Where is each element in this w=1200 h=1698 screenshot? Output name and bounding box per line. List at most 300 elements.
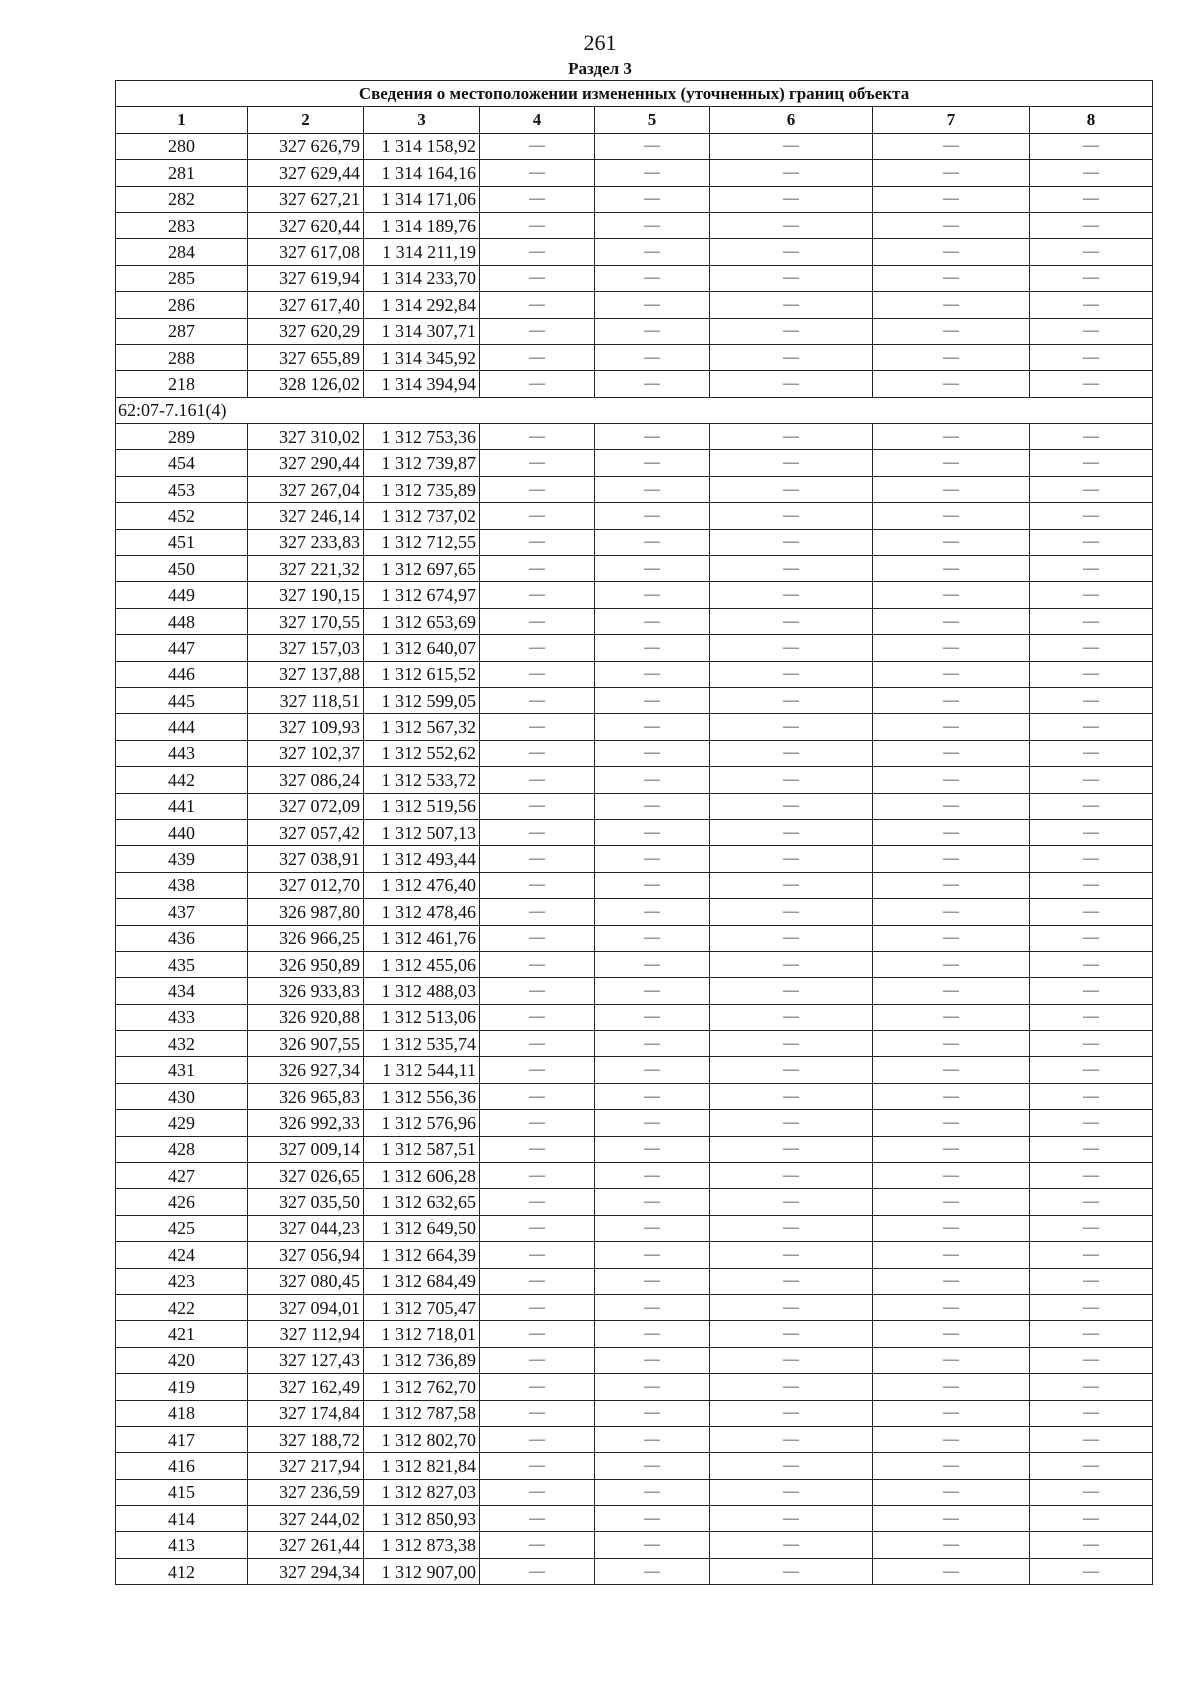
x-coordinate-cell: 326 966,25 bbox=[248, 925, 364, 951]
y-coordinate-cell: 1 314 211,19 bbox=[364, 239, 480, 265]
empty-value-cell: — bbox=[710, 344, 873, 370]
empty-value-cell: — bbox=[480, 1031, 595, 1057]
y-coordinate-cell: 1 312 478,46 bbox=[364, 899, 480, 925]
table-row bbox=[116, 582, 1153, 608]
point-number-cell: 431 bbox=[116, 1057, 248, 1083]
empty-value-cell: — bbox=[595, 529, 710, 555]
x-coordinate-cell: 327 157,03 bbox=[248, 635, 364, 661]
empty-value-cell: — bbox=[595, 740, 710, 766]
table-row bbox=[116, 1004, 1153, 1030]
empty-value-cell: — bbox=[710, 1004, 873, 1030]
empty-value-cell: — bbox=[595, 450, 710, 476]
x-coordinate-cell: 327 127,43 bbox=[248, 1347, 364, 1373]
empty-value-cell: — bbox=[873, 978, 1030, 1004]
y-coordinate-cell: 1 312 552,62 bbox=[364, 740, 480, 766]
empty-value-cell: — bbox=[710, 265, 873, 291]
empty-value-cell: — bbox=[480, 1163, 595, 1189]
y-coordinate-cell: 1 312 850,93 bbox=[364, 1506, 480, 1532]
empty-value-cell: — bbox=[1030, 318, 1153, 344]
empty-value-cell: — bbox=[1030, 186, 1153, 212]
column-header: 6 bbox=[710, 107, 873, 133]
page-number: 261 bbox=[583, 30, 617, 55]
empty-value-cell: — bbox=[595, 1268, 710, 1294]
empty-value-cell: — bbox=[480, 186, 595, 212]
empty-value-cell: — bbox=[595, 424, 710, 450]
table-row bbox=[116, 899, 1153, 925]
empty-value-cell: — bbox=[1030, 212, 1153, 238]
empty-value-cell: — bbox=[873, 899, 1030, 925]
column-header: 8 bbox=[1030, 107, 1153, 133]
empty-value-cell: — bbox=[873, 767, 1030, 793]
empty-value-cell: — bbox=[595, 819, 710, 845]
point-number-cell: 454 bbox=[116, 450, 248, 476]
empty-value-cell: — bbox=[595, 608, 710, 634]
table-row bbox=[116, 265, 1153, 291]
empty-value-cell: — bbox=[480, 239, 595, 265]
empty-value-cell: — bbox=[1030, 1426, 1153, 1452]
table-row bbox=[116, 925, 1153, 951]
x-coordinate-cell: 327 072,09 bbox=[248, 793, 364, 819]
empty-value-cell: — bbox=[710, 793, 873, 819]
empty-value-cell: — bbox=[480, 1136, 595, 1162]
table-row bbox=[116, 767, 1153, 793]
x-coordinate-cell: 327 620,44 bbox=[248, 212, 364, 238]
empty-value-cell: — bbox=[710, 714, 873, 740]
empty-value-cell: — bbox=[710, 160, 873, 186]
point-number-cell: 289 bbox=[116, 424, 248, 450]
y-coordinate-cell: 1 312 556,36 bbox=[364, 1083, 480, 1109]
empty-value-cell: — bbox=[873, 1004, 1030, 1030]
point-number-cell: 450 bbox=[116, 556, 248, 582]
y-coordinate-cell: 1 314 189,76 bbox=[364, 212, 480, 238]
x-coordinate-cell: 326 933,83 bbox=[248, 978, 364, 1004]
empty-value-cell: — bbox=[1030, 1163, 1153, 1189]
y-coordinate-cell: 1 312 873,38 bbox=[364, 1532, 480, 1558]
empty-value-cell: — bbox=[480, 899, 595, 925]
empty-value-cell: — bbox=[873, 239, 1030, 265]
x-coordinate-cell: 327 094,01 bbox=[248, 1294, 364, 1320]
empty-value-cell: — bbox=[1030, 1031, 1153, 1057]
point-number-cell: 430 bbox=[116, 1083, 248, 1109]
x-coordinate-cell: 327 244,02 bbox=[248, 1506, 364, 1532]
empty-value-cell: — bbox=[480, 1057, 595, 1083]
point-number-cell: 218 bbox=[116, 371, 248, 397]
empty-value-cell: — bbox=[1030, 767, 1153, 793]
empty-value-cell: — bbox=[595, 687, 710, 713]
table-row bbox=[116, 212, 1153, 238]
y-coordinate-cell: 1 312 535,74 bbox=[364, 1031, 480, 1057]
empty-value-cell: — bbox=[873, 292, 1030, 318]
empty-value-cell: — bbox=[710, 1031, 873, 1057]
empty-value-cell: — bbox=[873, 1479, 1030, 1505]
empty-value-cell: — bbox=[710, 635, 873, 661]
table-row bbox=[116, 714, 1153, 740]
y-coordinate-cell: 1 312 513,06 bbox=[364, 1004, 480, 1030]
x-coordinate-cell: 327 620,29 bbox=[248, 318, 364, 344]
point-number-cell: 429 bbox=[116, 1110, 248, 1136]
empty-value-cell: — bbox=[1030, 872, 1153, 898]
empty-value-cell: — bbox=[1030, 661, 1153, 687]
empty-value-cell: — bbox=[480, 503, 595, 529]
table-row bbox=[116, 635, 1153, 661]
empty-value-cell: — bbox=[710, 1294, 873, 1320]
empty-value-cell: — bbox=[710, 846, 873, 872]
x-coordinate-cell: 327 056,94 bbox=[248, 1242, 364, 1268]
empty-value-cell: — bbox=[710, 1506, 873, 1532]
empty-value-cell: — bbox=[1030, 1004, 1153, 1030]
empty-value-cell: — bbox=[1030, 608, 1153, 634]
point-number-cell: 424 bbox=[116, 1242, 248, 1268]
x-coordinate-cell: 327 217,94 bbox=[248, 1453, 364, 1479]
point-number-cell: 417 bbox=[116, 1426, 248, 1452]
empty-value-cell: — bbox=[480, 767, 595, 793]
y-coordinate-cell: 1 312 507,13 bbox=[364, 819, 480, 845]
empty-value-cell: — bbox=[1030, 1057, 1153, 1083]
point-number-cell: 434 bbox=[116, 978, 248, 1004]
empty-value-cell: — bbox=[710, 503, 873, 529]
y-coordinate-cell: 1 312 718,01 bbox=[364, 1321, 480, 1347]
empty-value-cell: — bbox=[480, 529, 595, 555]
empty-value-cell: — bbox=[480, 476, 595, 502]
empty-value-cell: — bbox=[595, 1242, 710, 1268]
x-coordinate-cell: 327 627,21 bbox=[248, 186, 364, 212]
empty-value-cell: — bbox=[873, 661, 1030, 687]
y-coordinate-cell: 1 312 606,28 bbox=[364, 1163, 480, 1189]
empty-value-cell: — bbox=[595, 1189, 710, 1215]
empty-value-cell: — bbox=[1030, 793, 1153, 819]
x-coordinate-cell: 327 233,83 bbox=[248, 529, 364, 555]
empty-value-cell: — bbox=[1030, 344, 1153, 370]
empty-value-cell: — bbox=[480, 265, 595, 291]
x-coordinate-cell: 327 137,88 bbox=[248, 661, 364, 687]
empty-value-cell: — bbox=[873, 1083, 1030, 1109]
empty-value-cell: — bbox=[480, 608, 595, 634]
empty-value-cell: — bbox=[1030, 1374, 1153, 1400]
table-row bbox=[116, 529, 1153, 555]
empty-value-cell: — bbox=[873, 344, 1030, 370]
empty-value-cell: — bbox=[1030, 1136, 1153, 1162]
empty-value-cell: — bbox=[480, 793, 595, 819]
empty-value-cell: — bbox=[480, 292, 595, 318]
y-coordinate-cell: 1 312 533,72 bbox=[364, 767, 480, 793]
empty-value-cell: — bbox=[873, 740, 1030, 766]
x-coordinate-cell: 327 626,79 bbox=[248, 133, 364, 159]
empty-value-cell: — bbox=[710, 1400, 873, 1426]
empty-value-cell: — bbox=[710, 450, 873, 476]
y-coordinate-cell: 1 312 705,47 bbox=[364, 1294, 480, 1320]
point-number-cell: 284 bbox=[116, 239, 248, 265]
y-coordinate-cell: 1 312 653,69 bbox=[364, 608, 480, 634]
empty-value-cell: — bbox=[480, 318, 595, 344]
column-header: 1 bbox=[116, 107, 248, 133]
table-row bbox=[116, 1374, 1153, 1400]
y-coordinate-cell: 1 314 292,84 bbox=[364, 292, 480, 318]
empty-value-cell: — bbox=[595, 371, 710, 397]
point-number-cell: 451 bbox=[116, 529, 248, 555]
empty-value-cell: — bbox=[595, 1374, 710, 1400]
table-row bbox=[116, 186, 1153, 212]
empty-value-cell: — bbox=[710, 1136, 873, 1162]
y-coordinate-cell: 1 312 736,89 bbox=[364, 1347, 480, 1373]
empty-value-cell: — bbox=[710, 1479, 873, 1505]
group-row bbox=[116, 397, 1153, 423]
table-body bbox=[116, 133, 1153, 1584]
x-coordinate-cell: 327 190,15 bbox=[248, 582, 364, 608]
empty-value-cell: — bbox=[710, 1532, 873, 1558]
empty-value-cell: — bbox=[480, 1294, 595, 1320]
empty-value-cell: — bbox=[873, 556, 1030, 582]
empty-value-cell: — bbox=[873, 819, 1030, 845]
empty-value-cell: — bbox=[1030, 1532, 1153, 1558]
empty-value-cell: — bbox=[595, 1532, 710, 1558]
empty-value-cell: — bbox=[1030, 846, 1153, 872]
x-coordinate-cell: 327 617,08 bbox=[248, 239, 364, 265]
table-caption: Сведения о местоположении измененных (уточненных) границ объекта bbox=[116, 81, 1153, 107]
x-coordinate-cell: 327 261,44 bbox=[248, 1532, 364, 1558]
y-coordinate-cell: 1 312 632,65 bbox=[364, 1189, 480, 1215]
table-row bbox=[116, 687, 1153, 713]
empty-value-cell: — bbox=[873, 1215, 1030, 1241]
empty-value-cell: — bbox=[480, 1189, 595, 1215]
empty-value-cell: — bbox=[480, 661, 595, 687]
table-row bbox=[116, 951, 1153, 977]
empty-value-cell: — bbox=[595, 951, 710, 977]
section-title: Раздел 3 bbox=[568, 59, 632, 78]
empty-value-cell: — bbox=[873, 872, 1030, 898]
empty-value-cell: — bbox=[595, 1136, 710, 1162]
empty-value-cell: — bbox=[595, 186, 710, 212]
empty-value-cell: — bbox=[480, 212, 595, 238]
point-number-cell: 425 bbox=[116, 1215, 248, 1241]
empty-value-cell: — bbox=[595, 1004, 710, 1030]
empty-value-cell: — bbox=[480, 1215, 595, 1241]
table-row bbox=[116, 1294, 1153, 1320]
empty-value-cell: — bbox=[873, 925, 1030, 951]
table-row bbox=[116, 1321, 1153, 1347]
empty-value-cell: — bbox=[595, 635, 710, 661]
empty-value-cell: — bbox=[873, 1163, 1030, 1189]
y-coordinate-cell: 1 314 158,92 bbox=[364, 133, 480, 159]
empty-value-cell: — bbox=[480, 1374, 595, 1400]
point-number-cell: 440 bbox=[116, 819, 248, 845]
empty-value-cell: — bbox=[710, 1558, 873, 1584]
table-row bbox=[116, 661, 1153, 687]
column-header: 7 bbox=[873, 107, 1030, 133]
table-row bbox=[116, 872, 1153, 898]
table-row bbox=[116, 318, 1153, 344]
empty-value-cell: — bbox=[480, 1004, 595, 1030]
table-row bbox=[116, 1136, 1153, 1162]
empty-value-cell: — bbox=[1030, 292, 1153, 318]
x-coordinate-cell: 326 987,80 bbox=[248, 899, 364, 925]
point-number-cell: 416 bbox=[116, 1453, 248, 1479]
point-number-cell: 435 bbox=[116, 951, 248, 977]
empty-value-cell: — bbox=[480, 133, 595, 159]
empty-value-cell: — bbox=[480, 1453, 595, 1479]
empty-value-cell: — bbox=[710, 476, 873, 502]
y-coordinate-cell: 1 312 821,84 bbox=[364, 1453, 480, 1479]
empty-value-cell: — bbox=[710, 608, 873, 634]
table-row bbox=[116, 292, 1153, 318]
column-header: 5 bbox=[595, 107, 710, 133]
y-coordinate-cell: 1 314 394,94 bbox=[364, 371, 480, 397]
empty-value-cell: — bbox=[595, 1110, 710, 1136]
empty-value-cell: — bbox=[595, 846, 710, 872]
empty-value-cell: — bbox=[710, 1321, 873, 1347]
column-header: 3 bbox=[364, 107, 480, 133]
empty-value-cell: — bbox=[1030, 160, 1153, 186]
x-coordinate-cell: 327 174,84 bbox=[248, 1400, 364, 1426]
empty-value-cell: — bbox=[873, 1031, 1030, 1057]
empty-value-cell: — bbox=[480, 160, 595, 186]
empty-value-cell: — bbox=[710, 133, 873, 159]
empty-value-cell: — bbox=[480, 978, 595, 1004]
empty-value-cell: — bbox=[873, 582, 1030, 608]
table-row bbox=[116, 978, 1153, 1004]
empty-value-cell: — bbox=[595, 318, 710, 344]
empty-value-cell: — bbox=[595, 239, 710, 265]
y-coordinate-cell: 1 312 493,44 bbox=[364, 846, 480, 872]
table-row bbox=[116, 344, 1153, 370]
table-row bbox=[116, 1083, 1153, 1109]
empty-value-cell: — bbox=[1030, 1215, 1153, 1241]
table-row bbox=[116, 1506, 1153, 1532]
empty-value-cell: — bbox=[710, 1083, 873, 1109]
empty-value-cell: — bbox=[873, 608, 1030, 634]
empty-value-cell: — bbox=[595, 661, 710, 687]
y-coordinate-cell: 1 312 787,58 bbox=[364, 1400, 480, 1426]
empty-value-cell: — bbox=[1030, 899, 1153, 925]
empty-value-cell: — bbox=[480, 1268, 595, 1294]
empty-value-cell: — bbox=[595, 265, 710, 291]
empty-value-cell: — bbox=[1030, 1347, 1153, 1373]
empty-value-cell: — bbox=[710, 925, 873, 951]
point-number-cell: 427 bbox=[116, 1163, 248, 1189]
empty-value-cell: — bbox=[595, 899, 710, 925]
point-number-cell: 283 bbox=[116, 212, 248, 238]
x-coordinate-cell: 327 188,72 bbox=[248, 1426, 364, 1452]
empty-value-cell: — bbox=[873, 1400, 1030, 1426]
empty-value-cell: — bbox=[480, 582, 595, 608]
empty-value-cell: — bbox=[873, 1347, 1030, 1373]
y-coordinate-cell: 1 314 345,92 bbox=[364, 344, 480, 370]
empty-value-cell: — bbox=[710, 239, 873, 265]
empty-value-cell: — bbox=[595, 1215, 710, 1241]
x-coordinate-cell: 327 170,55 bbox=[248, 608, 364, 634]
y-coordinate-cell: 1 312 640,07 bbox=[364, 635, 480, 661]
empty-value-cell: — bbox=[710, 1110, 873, 1136]
empty-value-cell: — bbox=[710, 186, 873, 212]
empty-value-cell: — bbox=[595, 925, 710, 951]
x-coordinate-cell: 326 965,83 bbox=[248, 1083, 364, 1109]
y-coordinate-cell: 1 312 684,49 bbox=[364, 1268, 480, 1294]
empty-value-cell: — bbox=[873, 1189, 1030, 1215]
empty-value-cell: — bbox=[710, 1268, 873, 1294]
empty-value-cell: — bbox=[595, 556, 710, 582]
empty-value-cell: — bbox=[710, 767, 873, 793]
table-row bbox=[116, 450, 1153, 476]
point-number-cell: 414 bbox=[116, 1506, 248, 1532]
empty-value-cell: — bbox=[1030, 1506, 1153, 1532]
empty-value-cell: — bbox=[710, 1189, 873, 1215]
point-number-cell: 413 bbox=[116, 1532, 248, 1558]
table-row bbox=[116, 819, 1153, 845]
point-number-cell: 282 bbox=[116, 186, 248, 212]
x-coordinate-cell: 327 080,45 bbox=[248, 1268, 364, 1294]
point-number-cell: 285 bbox=[116, 265, 248, 291]
empty-value-cell: — bbox=[595, 344, 710, 370]
empty-value-cell: — bbox=[595, 1163, 710, 1189]
x-coordinate-cell: 327 221,32 bbox=[248, 556, 364, 582]
empty-value-cell: — bbox=[595, 1558, 710, 1584]
empty-value-cell: — bbox=[710, 292, 873, 318]
y-coordinate-cell: 1 312 599,05 bbox=[364, 687, 480, 713]
empty-value-cell: — bbox=[873, 687, 1030, 713]
x-coordinate-cell: 326 920,88 bbox=[248, 1004, 364, 1030]
empty-value-cell: — bbox=[595, 133, 710, 159]
empty-value-cell: — bbox=[595, 872, 710, 898]
empty-value-cell: — bbox=[1030, 239, 1153, 265]
empty-value-cell: — bbox=[873, 1294, 1030, 1320]
empty-value-cell: — bbox=[873, 1558, 1030, 1584]
x-coordinate-cell: 327 109,93 bbox=[248, 714, 364, 740]
empty-value-cell: — bbox=[710, 212, 873, 238]
empty-value-cell: — bbox=[710, 556, 873, 582]
empty-value-cell: — bbox=[480, 1242, 595, 1268]
table-row bbox=[116, 740, 1153, 766]
table-row bbox=[116, 1558, 1153, 1584]
empty-value-cell: — bbox=[480, 687, 595, 713]
empty-value-cell: — bbox=[873, 186, 1030, 212]
empty-value-cell: — bbox=[1030, 1294, 1153, 1320]
empty-value-cell: — bbox=[1030, 1558, 1153, 1584]
y-coordinate-cell: 1 312 544,11 bbox=[364, 1057, 480, 1083]
empty-value-cell: — bbox=[1030, 1400, 1153, 1426]
empty-value-cell: — bbox=[595, 978, 710, 1004]
point-number-cell: 441 bbox=[116, 793, 248, 819]
empty-value-cell: — bbox=[1030, 582, 1153, 608]
empty-value-cell: — bbox=[873, 1057, 1030, 1083]
empty-value-cell: — bbox=[480, 371, 595, 397]
y-coordinate-cell: 1 312 735,89 bbox=[364, 476, 480, 502]
empty-value-cell: — bbox=[480, 740, 595, 766]
empty-value-cell: — bbox=[480, 872, 595, 898]
empty-value-cell: — bbox=[480, 556, 595, 582]
empty-value-cell: — bbox=[595, 503, 710, 529]
x-coordinate-cell: 327 057,42 bbox=[248, 819, 364, 845]
point-number-cell: 452 bbox=[116, 503, 248, 529]
empty-value-cell: — bbox=[710, 661, 873, 687]
empty-value-cell: — bbox=[1030, 978, 1153, 1004]
point-number-cell: 445 bbox=[116, 687, 248, 713]
empty-value-cell: — bbox=[1030, 133, 1153, 159]
empty-value-cell: — bbox=[1030, 503, 1153, 529]
y-coordinate-cell: 1 312 737,02 bbox=[364, 503, 480, 529]
empty-value-cell: — bbox=[595, 1321, 710, 1347]
empty-value-cell: — bbox=[595, 1453, 710, 1479]
table-row bbox=[116, 371, 1153, 397]
x-coordinate-cell: 327 290,44 bbox=[248, 450, 364, 476]
empty-value-cell: — bbox=[873, 133, 1030, 159]
empty-value-cell: — bbox=[873, 1136, 1030, 1162]
table-row bbox=[116, 424, 1153, 450]
empty-value-cell: — bbox=[873, 212, 1030, 238]
empty-value-cell: — bbox=[1030, 476, 1153, 502]
empty-value-cell: — bbox=[873, 1242, 1030, 1268]
table-row bbox=[116, 793, 1153, 819]
empty-value-cell: — bbox=[873, 1453, 1030, 1479]
empty-value-cell: — bbox=[873, 503, 1030, 529]
